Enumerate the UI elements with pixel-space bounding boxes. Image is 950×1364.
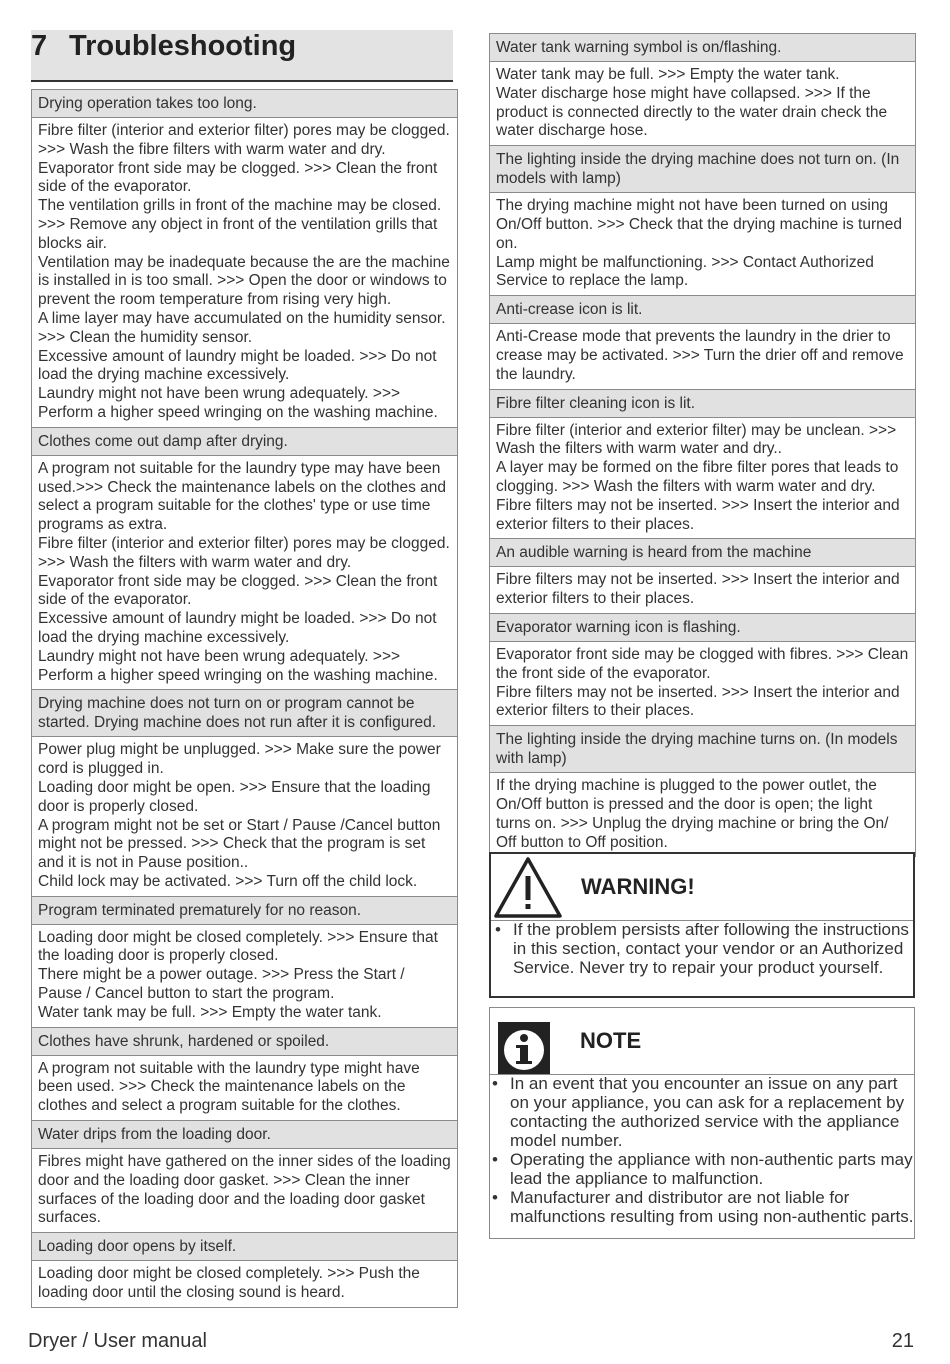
cause-remedy-text: Ventilation may be inadequate because the are the machine is installed in is too small. >>> Open the door or windows to prevent the room temperature from rising very high. (38, 253, 450, 309)
symptom-text: The lighting inside the drying machine does not turn on. (In models with lamp) (490, 146, 915, 193)
cause-remedy-cell (32, 737, 457, 895)
cause-remedy-cell (32, 925, 457, 1027)
symptom-text: An audible warning is heard from the machine (490, 539, 915, 567)
note-item: • Operating the appliance with non-authentic parts may lead the appliance to malfunction. (510, 1150, 914, 1188)
note-label: NOTE (580, 1028, 642, 1053)
section-heading (31, 30, 453, 82)
cause-remedy-text: Evaporator front side may be clogged with fibres. >>> Clean the front side of the evaporator. (496, 645, 909, 682)
warning-label: WARNING! (581, 874, 695, 899)
warning-box (489, 852, 915, 998)
troubleshooting-entry (31, 1120, 458, 1232)
symptom-text: Clothes come out damp after drying. (32, 428, 457, 456)
warning-header (491, 854, 913, 921)
cause-remedy-text: The ventilation grills in front of the machine may be closed. >>> Remove any object in front of the ventilation grills that blocks air. (38, 197, 442, 252)
cause-remedy-text: Evaporator front side may be clogged. >>> Clean the front side of the evaporator. (38, 159, 438, 196)
cause-remedy-cell (490, 567, 915, 613)
cause-remedy-cell (490, 773, 915, 856)
cause-remedy-text: Laundry might not have been wrung adequately. >>> Perform a higher speed wringing on the washing machine. (38, 647, 438, 684)
section-title: Troubleshooting (69, 30, 297, 62)
cause-remedy-text: Excessive amount of laundry might be loaded. >>> Do not load the drying machine excessively. (38, 610, 437, 646)
troubleshooting-entry (31, 1232, 458, 1308)
cause-remedy-text: Fibre filter (interior and exterior filter) may be unclean. >>> Wash the filters with warm water and dry.. (496, 421, 897, 458)
right-troubleshooting-table (489, 33, 916, 857)
cause-remedy-text: Fibre filters may not be inserted. >>> Insert the interior and exterior filters to their places. (496, 571, 900, 608)
troubleshooting-entry (489, 295, 916, 388)
cause-remedy-cell (490, 62, 915, 145)
warning-list (491, 920, 913, 977)
symptom-text: Water drips from the loading door. (32, 1121, 457, 1149)
footer-manual-title: Dryer / User manual (28, 1330, 207, 1352)
info-icon (498, 1022, 550, 1074)
troubleshooting-entry (31, 896, 458, 1027)
symptom-text: Clothes have shrunk, hardened or spoiled. (32, 1028, 457, 1056)
cause-remedy-cell (490, 193, 915, 295)
left-troubleshooting-table (31, 89, 458, 1308)
cause-remedy-text: A program might not be set or Start / Pause /Cancel button might not be pressed. >>> Check that the program is set and it is not in Pause position.. (38, 816, 441, 872)
cause-remedy-cell (32, 1149, 457, 1232)
cause-remedy-text: Fibre filters may not be inserted. >>> Insert the interior and exterior filters to their places. (496, 496, 900, 533)
cause-remedy-cell (490, 418, 915, 539)
cause-remedy-text: Anti-Crease mode that prevents the laundry in the drier to crease may be activated. >>> Turn the drier off and remove the laundry. (496, 328, 904, 383)
cause-remedy-text: Evaporator front side may be clogged. >>> Clean the front side of the evaporator. (38, 572, 438, 609)
cause-remedy-text: Fibre filters may not be inserted. >>> Insert the interior and exterior filters to their places. (496, 683, 900, 720)
cause-remedy-text: If the drying machine is plugged to the power outlet, the On/Off button is pressed and the door is open; the light turns on. >>> Unplug the drying machine or bring the On/ Off button to Off position. (496, 777, 889, 851)
cause-remedy-cell (32, 456, 457, 690)
symptom-text: Anti-crease icon is lit. (490, 296, 915, 324)
cause-remedy-cell (32, 1261, 457, 1307)
symptom-text: Water tank warning symbol is on/flashing. (490, 34, 915, 62)
cause-remedy-cell (32, 1056, 457, 1120)
troubleshooting-entry (489, 145, 916, 295)
troubleshooting-entry (31, 89, 458, 427)
symptom-text: Loading door opens by itself. (32, 1233, 457, 1261)
note-list (490, 1074, 914, 1226)
cause-remedy-text: A layer may be formed on the fibre filter pores that leads to clogging. >>> Wash the filters with warm water and dry. (496, 459, 899, 495)
troubleshooting-entry (31, 1027, 458, 1120)
troubleshooting-entry (489, 613, 916, 725)
cause-remedy-cell (490, 324, 915, 388)
cause-remedy-text: Fibre filter (interior and exterior filter) pores may be clogged. >>> Wash the fibre filters with warm water and dry. (38, 122, 450, 158)
cause-remedy-text: Child lock may be activated. >>> Turn off the child lock. (38, 872, 418, 890)
troubleshooting-entry (31, 689, 458, 895)
symptom-text: The lighting inside the drying machine turns on. (In models with lamp) (490, 726, 915, 773)
troubleshooting-entry (489, 33, 916, 145)
cause-remedy-text: There might be a power outage. >>> Press the Start / Pause / Cancel button to start the program. (38, 966, 405, 1003)
cause-remedy-text: Fibres might have gathered on the inner sides of the loading door and the loading door gasket. >>> Clean the inner surfaces of the loading door and the loading door gasket surfaces. (38, 1153, 451, 1227)
warning-item: • If the problem persists after following the instructions in this section, contact your vendor or an Authorized Service. Never try to repair your product yourself. (513, 920, 913, 977)
warning-triangle-icon (493, 856, 563, 918)
cause-remedy-text: A program not suitable with the laundry type might have been used. >>> Check the maintenance labels on the clothes and select a program suitable for the clothes. (38, 1059, 420, 1115)
cause-remedy-cell (32, 118, 457, 427)
cause-remedy-text: A program not suitable for the laundry type may have been used.>>> Check the maintenance labels on the clothes and select a program suitable for the clothes' type or use time programs as extra. (38, 459, 447, 534)
cause-remedy-text: Loading door might be closed completely. >>> Ensure that the loading door is properly closed. (38, 928, 438, 965)
troubleshooting-entry (489, 389, 916, 539)
note-item: • In an event that you encounter an issue on any part on your appliance, you can ask for a replacement by contacting the authorized service with the appliance model number. (510, 1074, 914, 1150)
symptom-text: Fibre filter cleaning icon is lit. (490, 390, 915, 418)
cause-remedy-text: Laundry might not have been wrung adequately. >>> Perform a higher speed wringing on the washing machine. (38, 385, 438, 421)
troubleshooting-entry (489, 725, 916, 857)
cause-remedy-text: The drying machine might not have been turned on using On/Off button. >>> Check that the drying machine is turned on. (496, 197, 902, 252)
note-item: • Manufacturer and distributor are not liable for malfunctions resulting from using non-authentic parts. (510, 1188, 914, 1226)
symptom-text: Drying machine does not turn on or program cannot be started. Drying machine does not run after it is configured. (32, 690, 457, 737)
cause-remedy-text: Excessive amount of laundry might be loaded. >>> Do not load the drying machine excessively. (38, 347, 437, 384)
footer-page-number: 21 (891, 1330, 914, 1352)
note-header (490, 1008, 914, 1075)
section-number: 7 (31, 30, 48, 62)
symptom-text: Evaporator warning icon is flashing. (490, 614, 915, 642)
symptom-text: Drying operation takes too long. (32, 90, 457, 118)
troubleshooting-entry (31, 427, 458, 690)
cause-remedy-text: Loading door might be closed completely. >>> Push the loading door until the closing sound is heard. (38, 1265, 420, 1302)
symptom-text: Program terminated prematurely for no reason. (32, 897, 457, 925)
troubleshooting-entry (489, 538, 916, 613)
cause-remedy-text: Water tank may be full. >>> Empty the water tank. (496, 66, 840, 83)
cause-remedy-text: A lime layer may have accumulated on the humidity sensor. >>> Clean the humidity sensor. (38, 309, 446, 346)
cause-remedy-text: Lamp might be malfunctioning. >>> Contact Authorized Service to replace the lamp. (496, 253, 874, 290)
note-box (489, 1007, 915, 1239)
cause-remedy-text: Power plug might be unplugged. >>> Make sure the power cord is plugged in. (38, 741, 441, 778)
cause-remedy-text: Fibre filter (interior and exterior filter) pores may be clogged. >>> Wash the filters with warm water and dry. (38, 534, 450, 571)
cause-remedy-text: Loading door might be open. >>> Ensure that the loading door is properly closed. (38, 778, 431, 815)
cause-remedy-text: Water discharge hose might have collapsed. >>> If the product is connected directly to the water drain check the water discharge hose. (496, 84, 888, 140)
cause-remedy-cell (490, 642, 915, 725)
cause-remedy-text: Water tank may be full. >>> Empty the water tank. (38, 1003, 382, 1021)
